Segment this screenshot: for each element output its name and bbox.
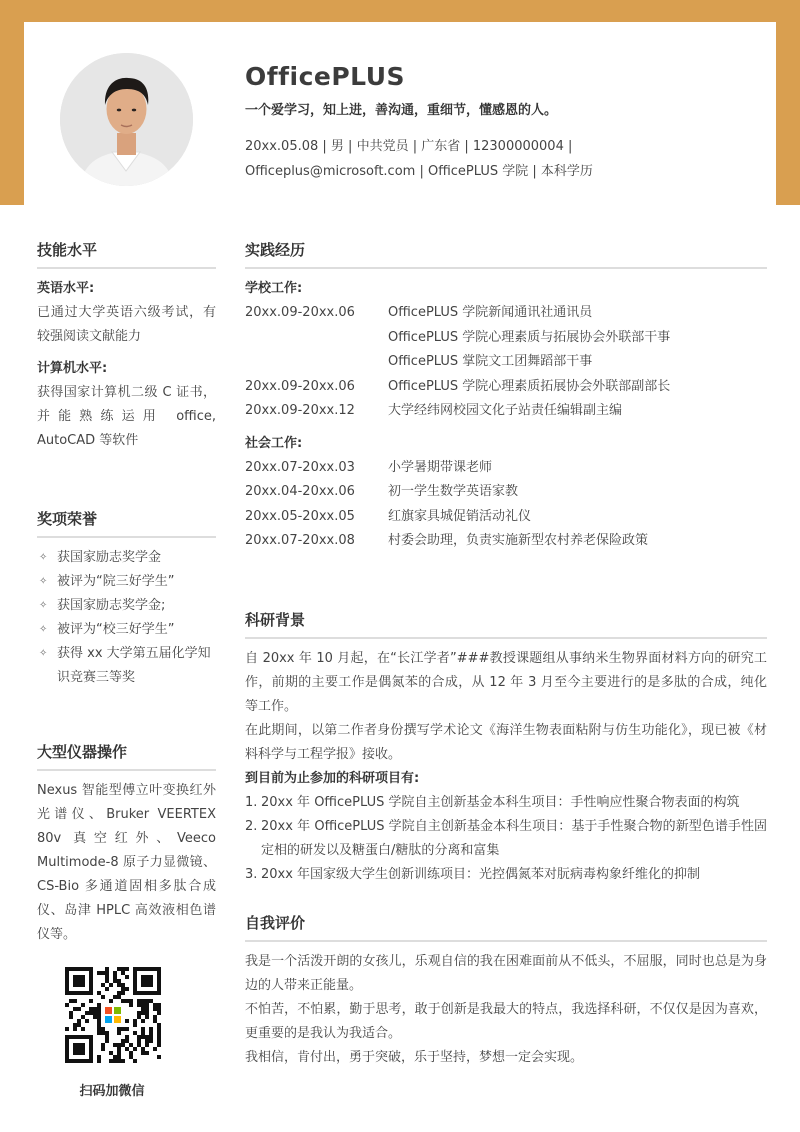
table-row <box>245 529 767 554</box>
item-number: 1. <box>245 794 258 810</box>
item-number: 3. <box>245 866 258 882</box>
row-date: 20xx.09-20xx.12 <box>245 403 355 418</box>
school-work-title: 学校工作: <box>245 281 303 296</box>
self-eval-paragraph-2: 不怕苦，不怕累，勤于思考，敢于创新是我最大的特点，我选择科研，不仅仅是因为喜欢，更重要的是我认为我适合。 <box>245 1001 767 1041</box>
self-eval-paragraph-1: 我是一个活泼开朗的女孩儿，乐观自信的我在困难面前从不低头，不屈服，同时也总是为身边的人带来正能量。 <box>245 953 767 993</box>
right-column <box>245 238 767 1070</box>
practice-section <box>245 238 767 554</box>
table-row <box>245 350 767 375</box>
diamond-bullet-icon: ✧ <box>39 552 48 563</box>
item-text: 20xx 年 OfficePLUS 学院自主创新基金本科生项目：手性响应性聚合物表面的构筑 <box>261 794 740 810</box>
table-row <box>245 505 767 530</box>
projects-list <box>245 791 767 887</box>
list-item: ✧ 获国家励志奖学金 <box>37 546 216 570</box>
row-date: 20xx.07-20xx.08 <box>245 533 355 548</box>
item-text: 20xx 年国家级大学生创新训练项目：光控偶氮苯对朊病毒构象纤维化的抑制 <box>261 866 701 882</box>
row-description: 小学暑期带课老师 <box>388 459 493 475</box>
row-description: OfficePLUS 学院新闻通讯社通讯员 <box>388 305 593 320</box>
social-work-list <box>245 456 767 554</box>
diamond-bullet-icon: ✧ <box>39 624 48 635</box>
instruments-section <box>37 740 216 947</box>
row-date: 20xx.07-20xx.03 <box>245 459 355 475</box>
practice-title: 实践经历 <box>245 238 767 269</box>
personal-info-line-1: 20xx.05.08 | 男 | 中共党员 | 广东省 | 12300000004 | <box>245 139 573 154</box>
list-item <box>245 863 767 887</box>
row-description: OfficePLUS 学院心理素质与拓展协会外联部干事 <box>388 329 671 345</box>
computer-level-text: 获得国家计算机二级 C 证书，并能熟练运用 office, AutoCAD 等软件 <box>37 385 216 448</box>
instruments-text: Nexus 智能型傅立叶变换红外光谱仪、Bruker VEERTEX 80v 真空红外、Veeco Multimode-8 原子力显微镜、CS-Bio 多通道固相多肽合成仪、岛津 HPLC 高效液相色谱仪等。 <box>37 783 216 942</box>
projects-title: 到目前为止参加的科研项目有: <box>245 770 420 786</box>
research-paragraph-1: 自 20xx 年 10 月起，在“长江学者”###教授课题组从事纳米生物界面材料方向的研究工作，前期的主要工作是偶氮苯的合成，从 12 年 3 月至今主要进行的是多肽的合成，纯化等工作。 <box>245 650 767 714</box>
candidate-name: OfficePLUS <box>245 62 406 91</box>
row-date: 20xx.05-20xx.05 <box>245 508 355 524</box>
row-date: 20xx.09-20xx.06 <box>245 305 355 320</box>
list-item: ✧ 被评为“校三好学生” <box>37 618 216 642</box>
row-description: 大学经纬网校园文化子站责任编辑副主编 <box>388 403 623 418</box>
row-description: 红旗家具城促销活动礼仪 <box>388 508 532 524</box>
list-item: ✧ 获得 xx 大学第五届化学知识竞赛三等奖 <box>37 642 216 690</box>
school-work-list <box>245 301 767 424</box>
personal-info-line-2: Officeplus@microsoft.com | OfficePLUS 学院 | 本科学历 <box>245 164 593 179</box>
row-date: 20xx.09-20xx.06 <box>245 378 355 394</box>
table-row <box>245 375 767 400</box>
skills-section <box>37 238 216 453</box>
instruments-title: 大型仪器操作 <box>37 740 216 771</box>
table-row <box>245 301 767 326</box>
english-level-title: 英语水平: <box>37 281 95 296</box>
research-title: 科研背景 <box>245 608 767 639</box>
self-eval-section <box>245 911 767 1070</box>
row-date: 20xx.04-20xx.06 <box>245 484 355 499</box>
research-paragraph-2: 在此期间，以第二作者身份撰写学术论文《海洋生物表面粘附与仿生功能化》，现已被《材料科学与工程学报》接收。 <box>245 722 767 762</box>
skills-title: 技能水平 <box>37 238 216 269</box>
left-column <box>37 238 216 947</box>
table-row <box>245 326 767 351</box>
computer-level-title: 计算机水平: <box>37 361 108 376</box>
self-eval-paragraph-3: 我相信，肯付出，勇于突破，乐于坚持，梦想一定会实现。 <box>245 1049 584 1065</box>
qr-code[interactable] <box>65 967 161 1063</box>
table-row <box>245 480 767 505</box>
qr-code-icon <box>65 967 161 1063</box>
awards-title: 奖项荣誉 <box>37 507 216 538</box>
list-item <box>245 815 767 863</box>
diamond-bullet-icon: ✧ <box>39 576 48 587</box>
row-date <box>245 350 388 375</box>
diamond-bullet-icon: ✧ <box>39 600 48 611</box>
awards-section <box>37 507 216 690</box>
self-eval-title: 自我评价 <box>245 911 767 942</box>
research-section <box>245 608 767 887</box>
diamond-bullet-icon: ✧ <box>39 648 48 659</box>
row-description: 村委会助理，负责实施新型农村养老保险政策 <box>388 533 649 548</box>
row-description: 初一学生数学英语家教 <box>388 484 519 499</box>
list-item: ✧ 被评为“院三好学生” <box>37 570 216 594</box>
row-description: OfficePLUS 学院心理素质拓展协会外联部副部长 <box>388 378 671 394</box>
table-row <box>245 456 767 481</box>
qr-label: 扫码加微信 <box>79 1084 145 1099</box>
row-date <box>245 326 388 351</box>
awards-list <box>37 546 216 690</box>
list-item <box>245 791 767 815</box>
candidate-motto: 一个爱学习，知上进，善沟通，重细节，懂感恩的人。 <box>245 103 558 118</box>
row-description: OfficePLUS 掌院文工团舞蹈部干事 <box>388 354 593 369</box>
social-work-title: 社会工作: <box>245 435 303 451</box>
item-number: 2. <box>245 818 258 834</box>
list-item: ✧ 获国家励志奖学金; <box>37 594 216 618</box>
english-level-text: 已通过大学英语六级考试，有较强阅读文献能力 <box>37 305 216 344</box>
person-photo-icon <box>60 53 193 186</box>
item-text: 20xx 年 OfficePLUS 学院自主创新基金本科生项目：基于手性聚合物的新型色谱手性固定相的研发以及糖蛋白/糖肽的分离和富集 <box>261 818 767 858</box>
avatar <box>60 53 193 186</box>
table-row <box>245 399 767 424</box>
